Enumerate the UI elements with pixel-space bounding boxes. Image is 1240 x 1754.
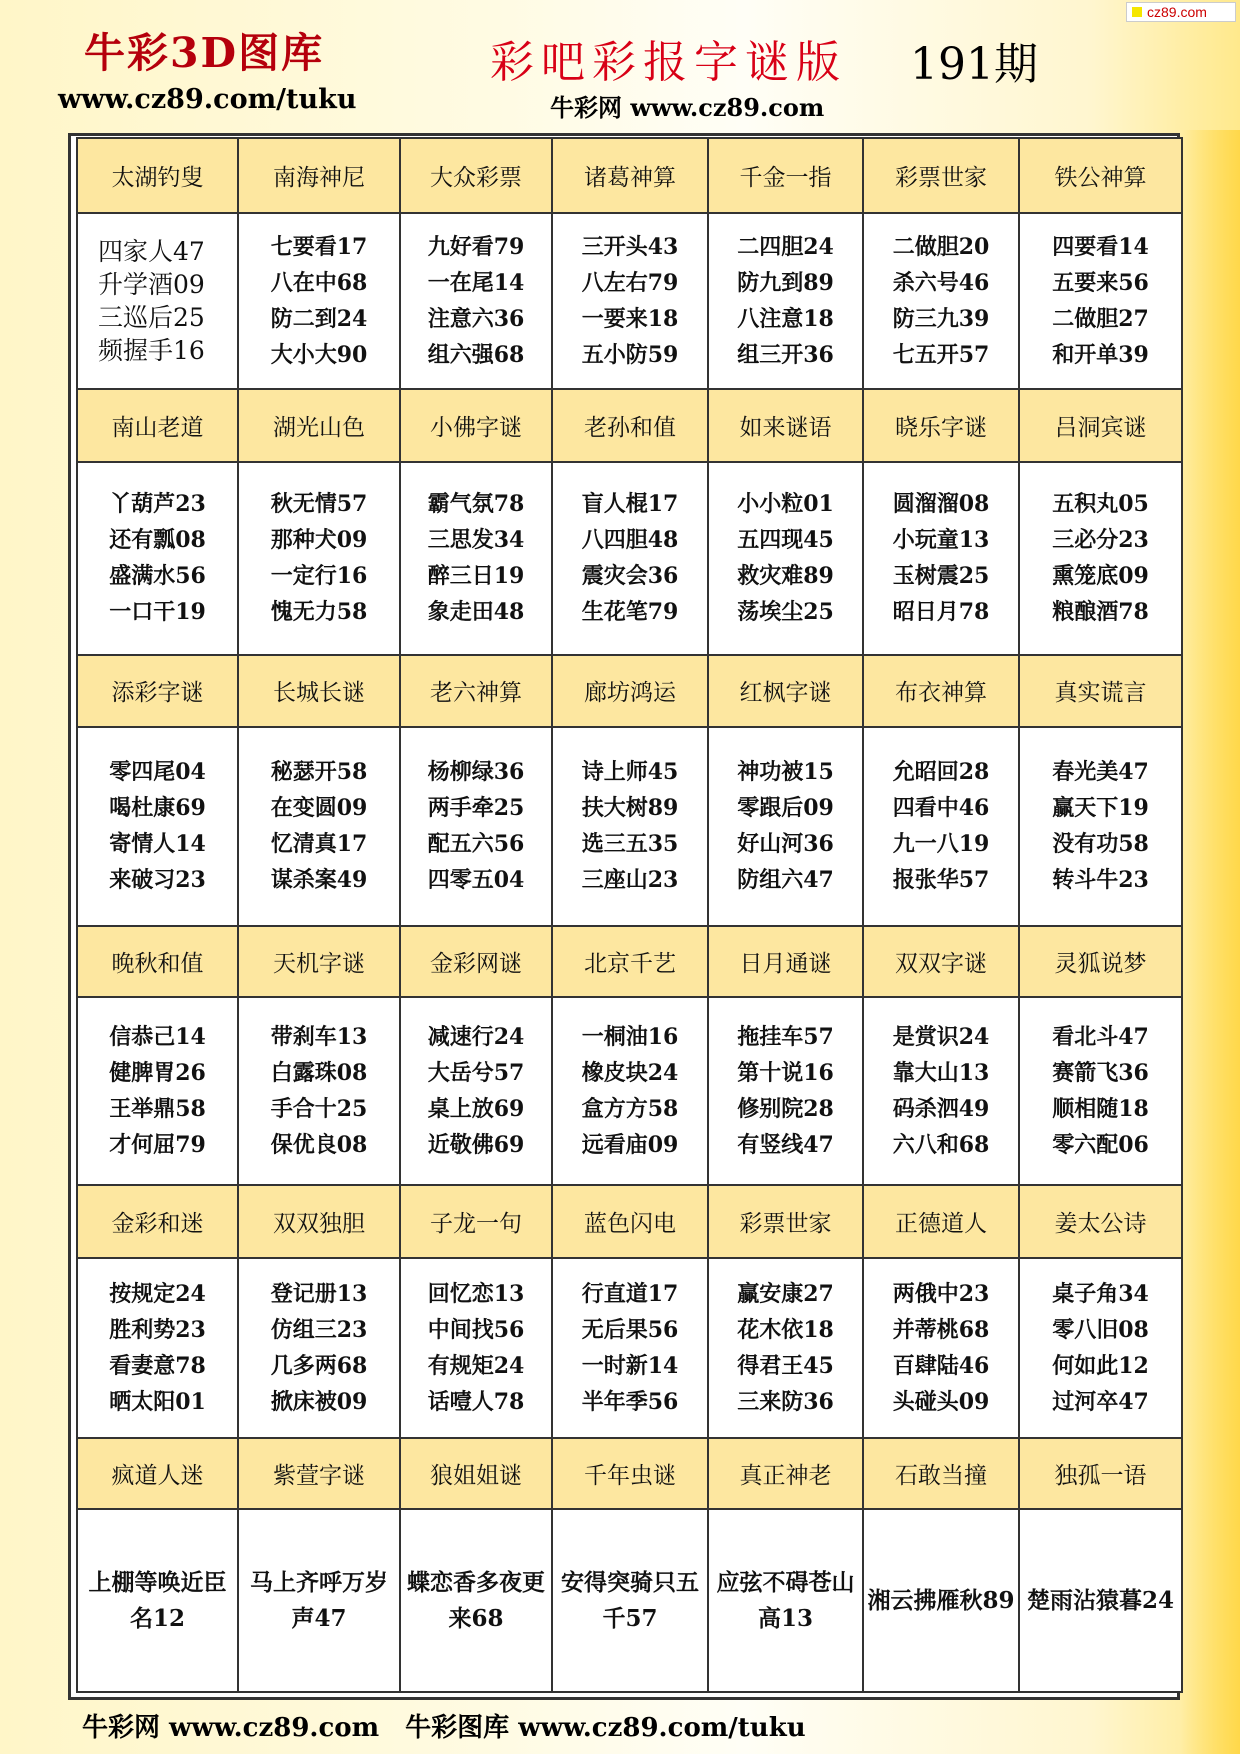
riddle-cell: [552, 1258, 708, 1439]
riddle-line: 防组六47: [737, 867, 834, 894]
riddle-line: 六八和68: [892, 1132, 990, 1159]
riddle-line: 荡埃尘25: [737, 599, 834, 626]
riddle-line: 大岳兮57: [427, 1060, 525, 1087]
riddle-cell: [400, 213, 552, 389]
riddle-cell: [400, 1509, 552, 1692]
riddle-cell: [77, 1509, 238, 1692]
riddle-line: 是赏识24: [892, 1024, 990, 1051]
column-header: 石敢当撞: [863, 1438, 1019, 1509]
riddle-line: 春光美47: [1052, 759, 1149, 786]
riddle-line: 桌子角34: [1052, 1280, 1149, 1307]
column-header: 金彩和迷: [77, 1185, 238, 1257]
riddle-cell: [1019, 462, 1182, 655]
riddle-line: 赢安康27: [737, 1280, 834, 1307]
riddle-line: 四家人47: [98, 236, 205, 266]
riddle-line: 还有瓢08: [109, 527, 206, 554]
riddle-line: 桌上放69: [427, 1096, 525, 1123]
riddle-line: 远看庙09: [581, 1132, 679, 1159]
riddle-cell: [1019, 997, 1182, 1186]
riddle-line: 名12: [129, 1604, 185, 1632]
riddle-line: 无后果56: [581, 1316, 679, 1343]
riddle-line: 愧无力58: [270, 599, 368, 626]
riddle-line: 忆清真17: [270, 831, 368, 858]
column-header: 晓乐字谜: [863, 389, 1019, 462]
column-header: 南海神尼: [238, 138, 400, 213]
column-header: 布衣神算: [863, 655, 1019, 727]
riddle-cell: [238, 1509, 400, 1692]
riddle-line: 一要来18: [581, 305, 679, 332]
watermark-text: cz89.com: [1147, 4, 1207, 20]
riddle-line: 四看中46: [892, 795, 990, 822]
riddle-line: 千57: [602, 1604, 658, 1632]
column-header: 北京千艺: [552, 926, 708, 997]
riddle-line: 零四尾04: [109, 759, 206, 786]
column-header: 千金一指: [708, 138, 863, 213]
riddle-line: 八左右79: [581, 269, 679, 296]
riddle-line: 七五开57: [892, 341, 990, 368]
riddle-line: 七要看17: [270, 233, 368, 260]
riddle-line: 升学酒09: [98, 269, 205, 299]
header-row: [77, 926, 1182, 997]
column-header: 紫萱字谜: [238, 1438, 400, 1509]
riddle-line: 上棚等唤近臣: [88, 1568, 227, 1596]
riddle-line: 昭日月78: [892, 599, 990, 626]
riddle-line: 白露珠08: [270, 1060, 368, 1087]
site-url: 牛彩网 www.cz89.com: [550, 93, 825, 122]
riddle-line: 按规定24: [109, 1280, 206, 1307]
riddle-line: 五积丸05: [1052, 491, 1149, 518]
riddle-line: 顺相随18: [1052, 1096, 1149, 1123]
riddle-line: 报张华57: [892, 867, 990, 894]
riddle-cell: [400, 1258, 552, 1439]
riddle-line: 丫葫芦23: [109, 491, 206, 518]
watermark-badge: [1126, 2, 1236, 22]
column-header: 小佛字谜: [400, 389, 552, 462]
column-header: 大众彩票: [400, 138, 552, 213]
column-header: 晚秋和值: [77, 926, 238, 997]
column-header: 如来谜语: [708, 389, 863, 462]
riddle-line: 花木依18: [737, 1316, 834, 1343]
column-header: 独孤一语: [1019, 1438, 1182, 1509]
riddle-line: 组六强68: [427, 341, 525, 368]
riddle-line: 高13: [757, 1604, 813, 1632]
riddle-line: 八注意18: [737, 305, 834, 332]
riddle-line: 秋无情57: [270, 491, 368, 518]
column-header: 日月通谜: [708, 926, 863, 997]
riddle-line: 胜利势23: [109, 1316, 206, 1343]
page-title: 彩吧彩报字谜版: [490, 37, 847, 88]
riddle-cell: [1019, 727, 1182, 926]
column-header: 长城长谜: [238, 655, 400, 727]
riddle-line: 靠大山13: [892, 1060, 990, 1087]
riddle-line: 救灾难89: [737, 563, 834, 590]
riddle-line: 仿组三23: [270, 1316, 368, 1343]
riddle-line: 有竖线47: [737, 1132, 834, 1159]
riddle-line: 健脾胃26: [109, 1060, 206, 1087]
riddle-line: 九一八19: [892, 831, 990, 858]
riddle-line: 带刹车13: [270, 1024, 368, 1051]
riddle-line: 零八旧08: [1052, 1316, 1149, 1343]
square-icon: [1132, 7, 1142, 17]
riddle-line: 一桐油16: [581, 1024, 679, 1051]
column-header: 千年虫谜: [552, 1438, 708, 1509]
riddle-line: 配五六56: [427, 831, 525, 858]
header-row: [77, 138, 1182, 213]
riddle-line: 生花笔79: [581, 599, 679, 626]
header-row: [77, 1438, 1182, 1509]
header-row: [77, 389, 1182, 462]
riddle-line: 赛箭飞36: [1052, 1060, 1149, 1087]
column-header: 太湖钓叟: [77, 138, 238, 213]
riddle-line: 圆溜溜08: [892, 491, 990, 518]
content-row: [77, 1509, 1182, 1692]
riddle-cell: [77, 1258, 238, 1439]
column-header: 彩票世家: [863, 138, 1019, 213]
riddle-line: 熏笼底09: [1052, 563, 1149, 590]
riddle-line: 盛满水56: [109, 563, 206, 590]
riddle-line: 防九到89: [737, 269, 834, 296]
riddle-line: 组三开36: [737, 341, 834, 368]
riddle-line: 大小大90: [270, 341, 368, 368]
column-header: 金彩网谜: [400, 926, 552, 997]
column-header: 蓝色闪电: [552, 1185, 708, 1257]
riddle-line: 防三九39: [892, 305, 990, 332]
riddle-cell: [552, 462, 708, 655]
riddle-line: 减速行24: [427, 1024, 525, 1051]
column-header: 子龙一句: [400, 1185, 552, 1257]
column-header: 老六神算: [400, 655, 552, 727]
riddle-line: 谋杀案49: [270, 867, 368, 894]
riddle-line: 醉三日19: [427, 563, 525, 590]
riddle-line: 一在尾14: [427, 269, 525, 296]
riddle-cell: [77, 997, 238, 1186]
content-row: [77, 462, 1182, 655]
content-row: [77, 213, 1182, 389]
column-header: 狼姐姐谜: [400, 1438, 552, 1509]
column-header: 灵狐说梦: [1019, 926, 1182, 997]
riddle-line: 保优良08: [270, 1132, 368, 1159]
riddle-line: 登记册13: [270, 1280, 368, 1307]
riddle-line: 何如此12: [1052, 1352, 1149, 1379]
riddle-line: 有规矩24: [427, 1352, 525, 1379]
riddle-cell: [552, 213, 708, 389]
riddle-line: 杨柳绿36: [427, 759, 525, 786]
riddle-table: [76, 137, 1183, 1693]
riddle-cell: [77, 727, 238, 926]
riddle-line: 五小防59: [581, 341, 679, 368]
riddle-line: 两俄中23: [892, 1280, 990, 1307]
column-header: 铁公神算: [1019, 138, 1182, 213]
riddle-line: 几多两68: [270, 1352, 368, 1379]
riddle-line: 霸气氛78: [427, 491, 525, 518]
riddle-line: 声47: [291, 1604, 347, 1632]
riddle-line: 两手牵25: [427, 795, 525, 822]
riddle-cell: [552, 1509, 708, 1692]
riddle-line: 过河卒47: [1052, 1388, 1149, 1415]
riddle-line: 八四胆48: [581, 527, 679, 554]
riddle-line: 零六配06: [1052, 1132, 1149, 1159]
header-row: [77, 1185, 1182, 1257]
riddle-cell: [863, 462, 1019, 655]
riddle-cell: [400, 727, 552, 926]
column-header: 红枫字谜: [708, 655, 863, 727]
riddle-line: 频握手16: [98, 335, 205, 365]
riddle-cell: [238, 727, 400, 926]
riddle-line: 小玩童13: [892, 527, 990, 554]
riddle-line: 神功被15: [737, 759, 834, 786]
riddle-line: 小小粒01: [737, 491, 834, 518]
riddle-cell: [708, 1258, 863, 1439]
riddle-cell: [863, 1258, 1019, 1439]
riddle-cell: [238, 462, 400, 655]
column-header: 真正神老: [708, 1438, 863, 1509]
riddle-line: 中间找56: [427, 1316, 525, 1343]
riddle-line: 粮酿酒78: [1052, 599, 1149, 626]
riddle-line: 二做胆20: [892, 233, 990, 260]
riddle-cell: [238, 1258, 400, 1439]
riddle-line: 注意六36: [427, 305, 525, 332]
riddle-line: 应弦不碍苍山: [716, 1568, 855, 1596]
column-header: 老孙和值: [552, 389, 708, 462]
riddle-line: 八在中68: [270, 269, 368, 296]
riddle-line: 第十说16: [737, 1060, 834, 1087]
column-header: 诸葛神算: [552, 138, 708, 213]
riddle-cell: [77, 213, 238, 389]
riddle-line: 码杀泗49: [892, 1096, 990, 1123]
riddle-line: 半年季56: [581, 1388, 679, 1415]
riddle-cell: [400, 997, 552, 1186]
riddle-line: 百肆陆46: [892, 1352, 990, 1379]
riddle-line: 象走田48: [427, 599, 525, 626]
riddle-line: 安得突骑只五: [561, 1568, 699, 1596]
riddle-cell: [863, 213, 1019, 389]
riddle-line: 好山河36: [737, 831, 834, 858]
riddle-line: 九好看79: [427, 233, 525, 260]
riddle-line: 湘云拂雁秋89: [867, 1586, 1015, 1614]
brand-url: www.cz89.com/tuku: [58, 84, 357, 115]
riddle-line: 来68: [448, 1604, 504, 1632]
riddle-line: 诗上师45: [581, 759, 679, 786]
column-header: 姜太公诗: [1019, 1185, 1182, 1257]
header-row: [77, 655, 1182, 727]
riddle-line: 看妻意78: [109, 1352, 206, 1379]
riddle-line: 零跟后09: [737, 795, 834, 822]
riddle-line: 二做胆27: [1052, 305, 1149, 332]
riddle-line: 秘瑟开58: [270, 759, 368, 786]
riddle-cell: [552, 727, 708, 926]
riddle-line: 三巡后25: [98, 302, 205, 332]
riddle-line: 信恭己14: [109, 1024, 206, 1051]
column-header: 真实谎言: [1019, 655, 1182, 727]
riddle-cell: [708, 997, 863, 1186]
riddle-line: 和开单39: [1052, 341, 1149, 368]
riddle-line: 并蒂桃68: [892, 1316, 990, 1343]
riddle-cell: [708, 462, 863, 655]
riddle-cell: [77, 462, 238, 655]
riddle-cell: [1019, 1509, 1182, 1692]
riddle-cell: [1019, 213, 1182, 389]
riddle-line: 得君王45: [737, 1352, 834, 1379]
column-header: 双双独胆: [238, 1185, 400, 1257]
riddle-line: 那种犬09: [270, 527, 368, 554]
riddle-line: 近敬佛69: [427, 1132, 525, 1159]
riddle-line: 一时新14: [581, 1352, 679, 1379]
riddle-line: 三来防36: [737, 1388, 834, 1415]
page-background-edge: [1180, 130, 1240, 1754]
riddle-line: 掀床被09: [270, 1388, 368, 1415]
riddle-line: 蝶恋香多夜更: [407, 1568, 545, 1596]
riddle-line: 一定行16: [270, 563, 368, 590]
riddle-cell: [552, 997, 708, 1186]
riddle-line: 转斗牛23: [1052, 867, 1149, 894]
riddle-line: 话噎人78: [427, 1388, 525, 1415]
riddle-line: 防二到24: [270, 305, 368, 332]
content-row: [77, 727, 1182, 926]
column-header: 双双字谜: [863, 926, 1019, 997]
column-header: 添彩字谜: [77, 655, 238, 727]
riddle-cell: [708, 727, 863, 926]
riddle-line: 盒方方58: [581, 1096, 679, 1123]
column-header: 湖光山色: [238, 389, 400, 462]
riddle-line: 才何屈79: [109, 1132, 206, 1159]
column-header: 正德道人: [863, 1185, 1019, 1257]
column-header: 吕洞宾谜: [1019, 389, 1182, 462]
riddle-line: 五要来56: [1052, 269, 1149, 296]
riddle-line: 赢天下19: [1052, 795, 1149, 822]
column-header: 廊坊鸿运: [552, 655, 708, 727]
riddle-cell: [863, 997, 1019, 1186]
riddle-line: 楚雨沾猿暮24: [1026, 1586, 1174, 1614]
riddle-cell: [708, 1509, 863, 1692]
riddle-line: 震灾会36: [581, 563, 679, 590]
column-header: 疯道人迷: [77, 1438, 238, 1509]
riddle-cell: [400, 462, 552, 655]
riddle-line: 三座山23: [581, 867, 679, 894]
riddle-line: 橡皮块24: [581, 1060, 679, 1087]
riddle-line: 拖挂车57: [737, 1024, 834, 1051]
content-row: [77, 1258, 1182, 1439]
column-header: 彩票世家: [708, 1185, 863, 1257]
column-header: 南山老道: [77, 389, 238, 462]
riddle-line: 喝杜康69: [109, 795, 206, 822]
riddle-line: 来破习23: [109, 867, 206, 894]
riddle-cell: [238, 213, 400, 389]
riddle-line: 没有功58: [1052, 831, 1149, 858]
riddle-line: 王举鼎58: [109, 1096, 206, 1123]
riddle-line: 马上齐呼万岁: [250, 1568, 388, 1596]
riddle-cell: [1019, 1258, 1182, 1439]
riddle-line: 看北斗47: [1052, 1024, 1149, 1051]
riddle-line: 在变圆09: [270, 795, 368, 822]
issue-number: 191期: [910, 39, 1038, 90]
riddle-line: 一口干19: [109, 599, 206, 626]
riddle-line: 晒太阳01: [109, 1388, 206, 1415]
riddle-line: 二四胆24: [737, 233, 834, 260]
riddle-line: 头碰头09: [892, 1388, 990, 1415]
riddle-line: 三必分23: [1052, 527, 1149, 554]
riddle-cell: [238, 997, 400, 1186]
riddle-cell: [863, 727, 1019, 926]
riddle-line: 杀六号46: [892, 269, 990, 296]
footer-text: 牛彩网 www.cz89.com 牛彩图库 www.cz89.com/tuku: [82, 1713, 806, 1743]
riddle-line: 盲人棍17: [581, 491, 679, 518]
riddle-line: 五四现45: [737, 527, 834, 554]
riddle-line: 寄情人14: [109, 831, 206, 858]
riddle-line: 修别院28: [737, 1096, 834, 1123]
riddle-line: 四要看14: [1052, 233, 1149, 260]
riddle-cell: [863, 1509, 1019, 1692]
riddle-line: 三开头43: [581, 233, 679, 260]
riddle-line: 手合十25: [270, 1096, 368, 1123]
brand-title: 牛彩3D图库: [84, 29, 325, 77]
riddle-line: 玉树震25: [892, 563, 990, 590]
riddle-cell: [708, 213, 863, 389]
riddle-line: 允昭回28: [892, 759, 990, 786]
riddle-line: 三思发34: [427, 527, 525, 554]
riddle-line: 回忆恋13: [427, 1280, 525, 1307]
riddle-line: 四零五04: [427, 867, 525, 894]
riddle-line: 选三五35: [581, 831, 679, 858]
column-header: 天机字谜: [238, 926, 400, 997]
riddle-line: 行直道17: [581, 1280, 679, 1307]
content-row: [77, 997, 1182, 1186]
riddle-line: 扶大树89: [581, 795, 679, 822]
